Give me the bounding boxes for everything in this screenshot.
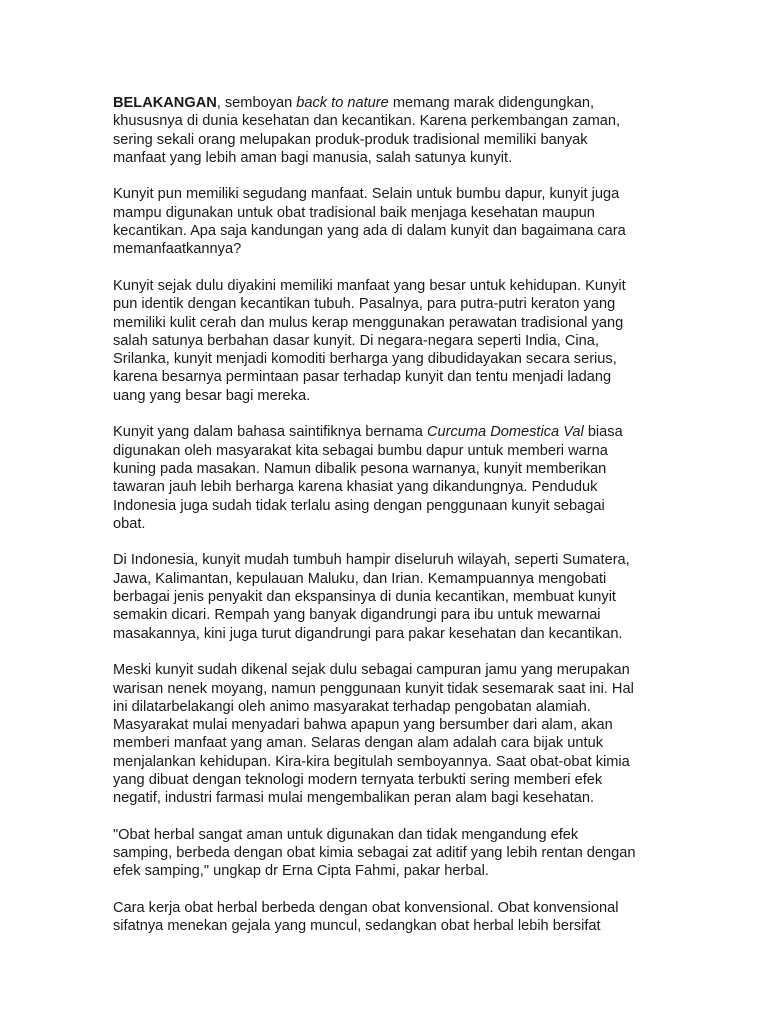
paragraph-4 [113, 423, 658, 533]
text-run: , semboyan [216, 95, 297, 111]
italic-phrase: back to nature [296, 95, 389, 111]
paragraph-line: Kunyit sejak dulu diyakini memiliki manfaat yang besar untuk kehidupan. Kunyit [113, 277, 626, 294]
paragraph-line [113, 94, 658, 112]
paragraph-line: memiliki kulit cerah dan mulus kerap menggunakan perawatan tradisional yang [113, 314, 624, 331]
paragraph-line: karena besarnya permintaan pasar terhadap kunyit dan tentu menjadi ladang [113, 369, 612, 386]
paragraph-line [113, 423, 658, 441]
paragraph-3 [113, 277, 658, 405]
paragraph-line: mampu digunakan untuk obat tradisional baik menjaga kesehatan maupun [113, 204, 595, 221]
paragraph-line: ini dilatarbelakangi oleh animo masyarakat terhadap pengobatan alamiah. [113, 698, 591, 715]
paragraph-8 [113, 899, 658, 936]
paragraph-line: digunakan oleh masyarakat kita sebagai bumbu dapur untuk memberi warna [113, 442, 608, 459]
paragraph-line: uang yang besar bagi mereka. [113, 387, 311, 404]
paragraph-line: efek samping," ungkap dr Erna Cipta Fahmi, pakar herbal. [113, 863, 489, 880]
paragraph-line: Meski kunyit sudah dikenal sejak dulu sebagai campuran jamu yang merupakan [113, 662, 630, 679]
paragraph-line: berbagai jenis penyakit dan ekspansinya di dunia kecantikan, membuat kunyit [113, 589, 616, 606]
paragraph-6 [113, 661, 658, 807]
paragraph-line: Di Indonesia, kunyit mudah tumbuh hampir diseluruh wilayah, seperti Sumatera, [113, 552, 630, 569]
paragraph-line: memberi manfaat yang aman. Selaras dengan alam adalah cara bijak untuk [113, 735, 603, 752]
paragraph-line: obat. [113, 515, 146, 532]
paragraph-line: manfaat yang lebih aman bagi manusia, salah satunya kunyit. [113, 149, 513, 166]
paragraph-line: semakin dicari. Rempah yang banyak digandrungi para ibu untuk mewarnai [113, 607, 601, 624]
text-run: memang marak didengungkan, [388, 95, 595, 111]
paragraph-1 [113, 94, 658, 167]
paragraph-line: yang dibuat dengan teknologi modern ternyata terbukti sering memberi efek [113, 771, 603, 788]
text-run: biasa [583, 424, 623, 441]
paragraph-line: Jawa, Kalimantan, kepulauan Maluku, dan Irian. Kemampuannya mengobati [113, 570, 607, 587]
paragraph-line: kecantikan. Apa saja kandungan yang ada di dalam kunyit dan bagaimana cara [113, 223, 626, 240]
paragraph-line: menjalankan kehidupan. Kira-kira begitulah semboyannya. Saat obat-obat kimia [113, 753, 630, 770]
paragraph-line: negatif, industri farmasi mulai mengembalikan peran alam bagi kesehatan. [113, 790, 595, 807]
paragraph-line: Indonesia juga sudah tidak terlalu asing dengan penggunaan kunyit sebagai [113, 497, 605, 514]
paragraph-line: Kunyit pun memiliki segudang manfaat. Selain untuk bumbu dapur, kunyit juga [113, 186, 620, 203]
paragraph-line: memanfaatkannya? [113, 241, 242, 258]
text-run: Kunyit yang dalam bahasa saintifiknya bernama [113, 424, 427, 441]
paragraph-line: samping, berbeda dengan obat kimia sebagai zat aditif yang lebih rentan dengan [113, 845, 636, 862]
paragraph-line: khususnya di dunia kesehatan dan kecantikan. Karena perkembangan zaman, [113, 113, 621, 130]
italic-phrase: Curcuma Domestica Val [426, 424, 584, 441]
paragraph-line: sering sekali orang melupakan produk-produk tradisional memiliki banyak [113, 131, 588, 148]
paragraph-2 [113, 185, 658, 258]
paragraph-line: sifatnya menekan gejala yang muncul, sedangkan obat herbal lebih bersifat [113, 918, 601, 935]
document-page [113, 94, 658, 954]
lead-word: BELAKANGAN [113, 95, 217, 111]
paragraph-line: warisan nenek moyang, namun penggunaan kunyit tidak sesemarak saat ini. Hal [113, 680, 634, 697]
paragraph-7-quote [113, 826, 658, 881]
paragraph-line: Srilanka, kunyit menjadi komoditi berharga yang dibudidayakan secara serius, [113, 351, 617, 368]
paragraph-line: tawaran jauh lebih berharga karena khasiat yang dikandungnya. Penduduk [113, 479, 598, 496]
paragraph-line: masakannya, kini juga turut digandrungi para pakar kesehatan dan kecantikan. [113, 625, 623, 642]
paragraph-line: Masyarakat mulai menyadari bahwa apapun yang bersumber dari alam, akan [113, 717, 613, 734]
paragraph-line: pun identik dengan kecantikan tubuh. Pasalnya, para putra-putri keraton yang [113, 296, 616, 313]
paragraph-5 [113, 551, 658, 642]
paragraph-line: "Obat herbal sangat aman untuk digunakan dan tidak mengandung efek [113, 826, 579, 843]
paragraph-line: Cara kerja obat herbal berbeda dengan obat konvensional. Obat konvensional [113, 900, 619, 917]
paragraph-line: kuning pada masakan. Namun dibalik pesona warnanya, kunyit memberikan [113, 460, 607, 477]
paragraph-line: salah satunya berbahan dasar kunyit. Di negara-negara seperti India, Cina, [113, 332, 599, 349]
